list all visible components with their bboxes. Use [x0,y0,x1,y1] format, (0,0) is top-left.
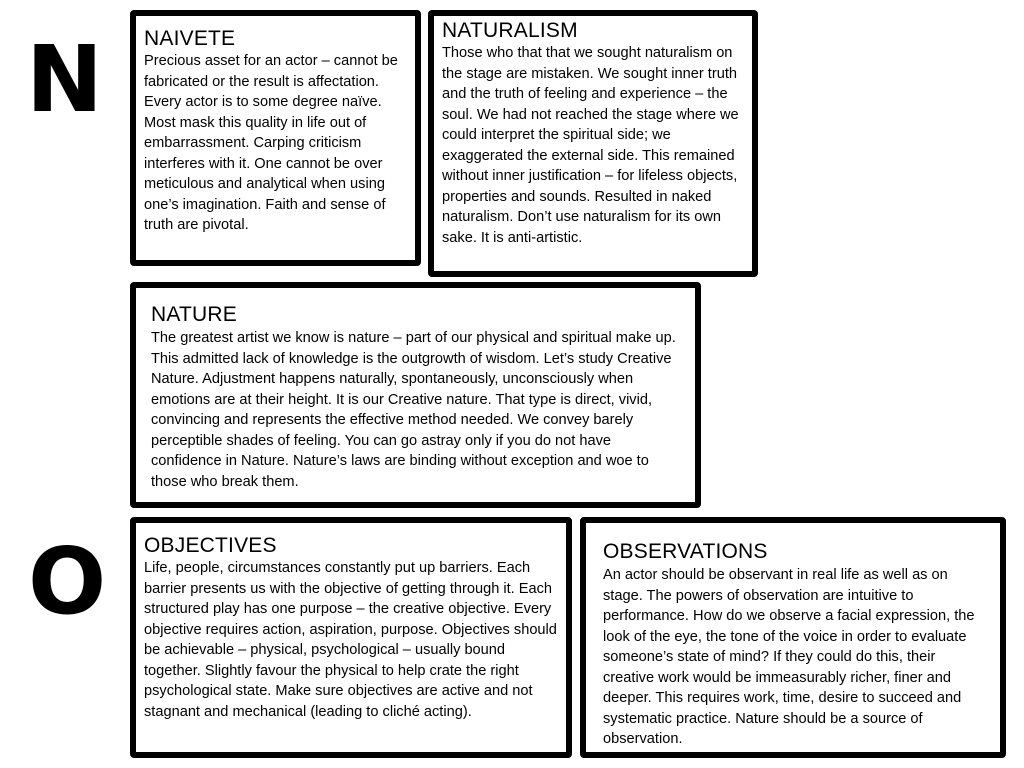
card-body: Those who that that we sought naturalism on the stage are mistaken. We sought inner truth and the truth of feeling and experience – the soul. We had not reached the stage where we could interpret the spiritual side; we exaggerated the external side. This remained without inner justification – for lifeless objects, properties and sounds. Resulted in naked naturalism. Don’t use naturalism for its own sake. It is anti-artistic. [442,45,739,246]
card-nature [130,282,701,508]
card-title: OBJECTIVES [144,534,277,557]
card-body: Precious asset for an actor – cannot be fabricated or the result is affectation. Every actor is to some degree naïve. Most mask this quality in life out of embarrassment. Carping criticism interferes with it. One cannot be over meticulous and analytical when using one’s imagination. Faith and sense of truth are pivotal. [144,53,398,234]
card-observations [580,517,1006,758]
card-title: OBSERVATIONS [603,540,768,563]
card-body: The greatest artist we know is nature – part of our physical and spiritual make up. This admitted lack of knowledge is the outgrowth of wisdom. Let’s study Creative Nature. Adjustment happens naturally, spontaneously, unconsciously when emotions are at their height. It is our Creative nature. That type is direct, vivid, convincing and represents the effective method needed. We convey barely perceptible shades of feeling. You can go astray only if you do not have confidence in Nature. Nature’s laws are binding without exception and woe to those who break them. [151,330,676,490]
card-naturalism [428,10,758,277]
card-body: An actor should be observant in real life as well as on stage. The powers of observation are intuitive to performance. How do we observe a facial expression, the look of the eye, the tone of the voice in order to evaluate someone’s state of mind? If they could do this, their creative work would be immeasurably richer, finer and deeper. This requires work, time, desire to succeed and systematic practice. Nature should be a source of observation. [603,567,975,748]
card-naivete [130,10,421,266]
card-title: NATURALISM [442,19,578,42]
card-title: NATURE [151,303,237,326]
section-letter-n: N [26,26,103,133]
section-letter-o: O [28,528,107,635]
card-title: NAIVETE [144,27,236,50]
card-objectives [130,517,572,758]
card-body: Life, people, circumstances constantly put up barriers. Each barrier presents us with the objective of getting through it. Each structured play has one purpose – the creative objective. Every objective requires action, aspiration, purpose. Objectives should be achievable – physical, psychological – usually bound together. Slightly favour the physical to help crate the right psychological state. Make sure objectives are active and not stagnant and mechanical (leading to cliché acting). [144,560,557,720]
